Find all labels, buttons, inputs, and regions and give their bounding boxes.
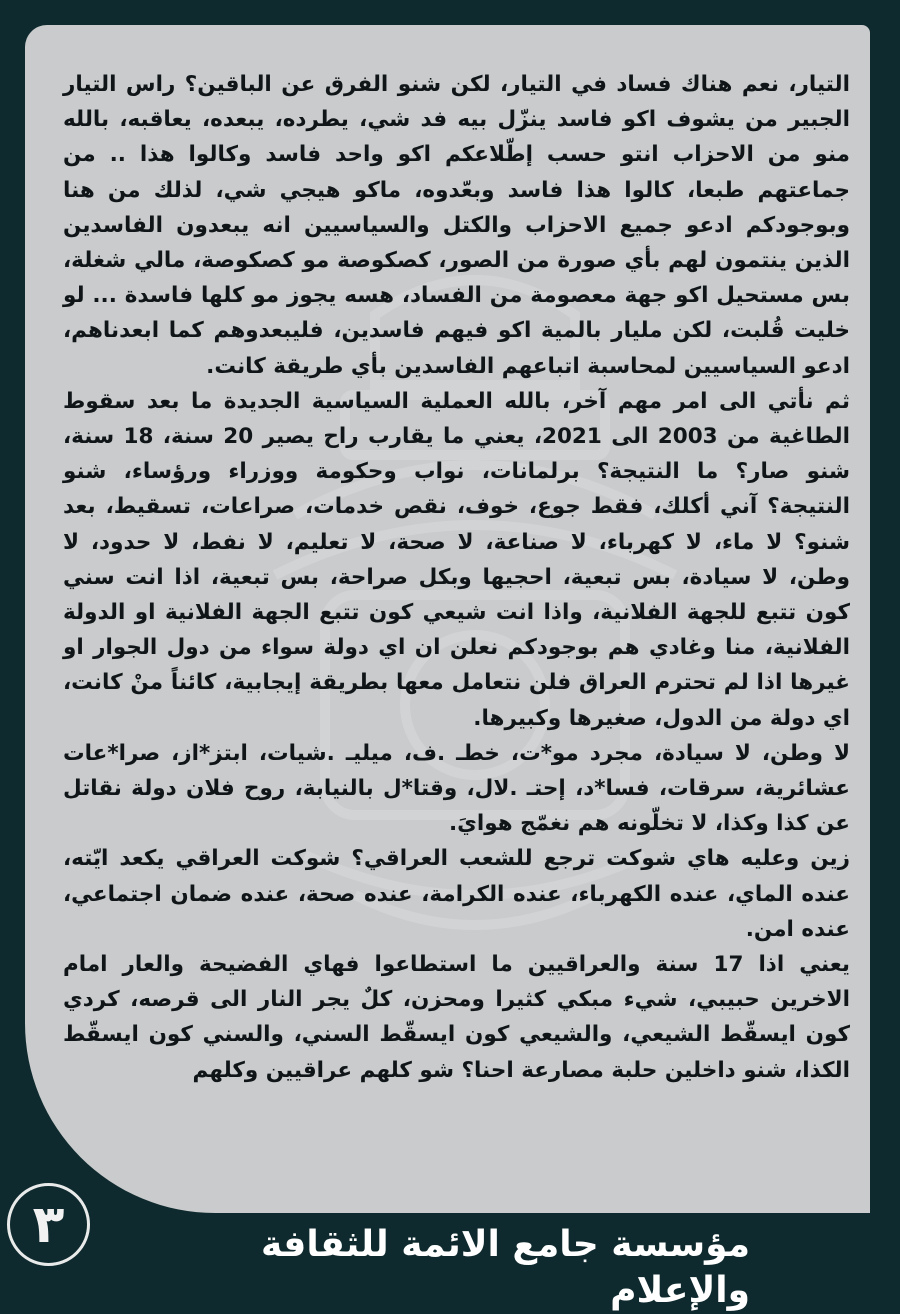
page-number: ٣ (7, 1183, 90, 1266)
article-body (63, 67, 850, 1088)
footer-title: مؤسسة جامع الائمة للثقافة والإعلام (260, 1224, 750, 1311)
paragraph-3: لا وطن، لا سيادة، مجرد مو*ت، خطـ .ف، ميليـ .شيات، ابتز*از، صرا*عات عشائرية، سرقات، فسا*د، إحتـ .لال، وقتا*ل بالنيابة، روح فلان دولة نقاتل عن كذا وكذا، لا تخلّونه هم نغمّج هوايَ. (63, 740, 850, 837)
paragraph-4: زين وعليه هاي شوكت ترجع للشعب العراقي؟ شوكت العراقي يكعد ايّته، عنده الماي، عنده الكهرباء، عنده الكرامة، عنده صحة، عنده ضمان اجتماعي، عنده امن. (63, 846, 850, 942)
content-panel (25, 25, 870, 1213)
paragraph-1: التيار، نعم هناك فساد في التيار، لكن شنو الفرق عن الباقين؟ راس التيار الجبير من يشوف اكو فاسد ينزّل بيه فد شي، يطرده، يبعده، يعاقبه، بالله منو من الاحزاب انتو حسب إطّلاعكم اكو واحد فاسد وكالوا هذا .. من جماعتهم طبعا، كالوا هذا فاسد وبعّدوه، ماكو هيجي شي، لذلك من هنا وبوجودكم ادعو جميع الاحزاب والكتل والسياسيين انه يبعدون الفاسدين الذين ينتمون لهم بأي صورة من الصور، كصكوصة مو كصكوصة، مالي شغلة، بس مستحيل اكو جهة معصومة من الفساد، هسه يجوز مو كلها فاسدة ... لو خليت قُلبت، لكن مليار بالمية اكو فيهم فاسدين، فليبعدوهم كما ابعدناهم، ادعو السياسيين لمحاسبة اتباعهم الفاسدين بأي طريقة كانت. (63, 72, 850, 379)
paragraph-2: ثم نأتي الى امر مهم آخر، بالله العملية السياسية الجديدة ما بعد سقوط الطاغية من 2003 الى 2021، يعني ما يقارب راح يصير 20 سنة، 18 سنة، شنو صار؟ ما النتيجة؟ برلمانات، نواب وحكومة ووزراء ورؤساء، شنو النتيجة؟ آني أكلك، فقط جوع، خوف، نقص خدمات، صراعات، تسقيط، بعد شنو؟ لا ماء، لا كهرباء، لا صناعة، لا صحة، لا تعليم، لا نفط، لا حدود، لا وطن، لا سيادة، بس تبعية، احجيها وبكل صراحة، بس تبعية، اذا انت سني كون تتبع للجهة الفلانية، واذا انت شيعي كون تتبع الجهة الفلانية او الدولة الفلانية، منا وغادي هم بوجودكم نعلن ان اي دولة سواء من دول الجوار او غيرها اذا لم تحترم العراق فلن نتعامل معها بطريقة إيجابية، كائناً منْ كانت، اي دولة من الدول، صغيرها وكبيرها. (63, 388, 850, 731)
paragraph-5: يعني اذا 17 سنة والعراقيين ما استطاعوا فهاي الفضيحة والعار امام الاخرين حبيبي، شيء مبكي كثيرا ومحزن، كلٌ يجر النار الى قرصه، كردي كون ايسقّط الشيعي، والشيعي كون ايسقّط السني، والسني كون ايسقّط الكذا، شنو داخلين حلبة مصارعة احنا؟ شو كلهم عراقيين وكلهم (63, 952, 850, 1083)
